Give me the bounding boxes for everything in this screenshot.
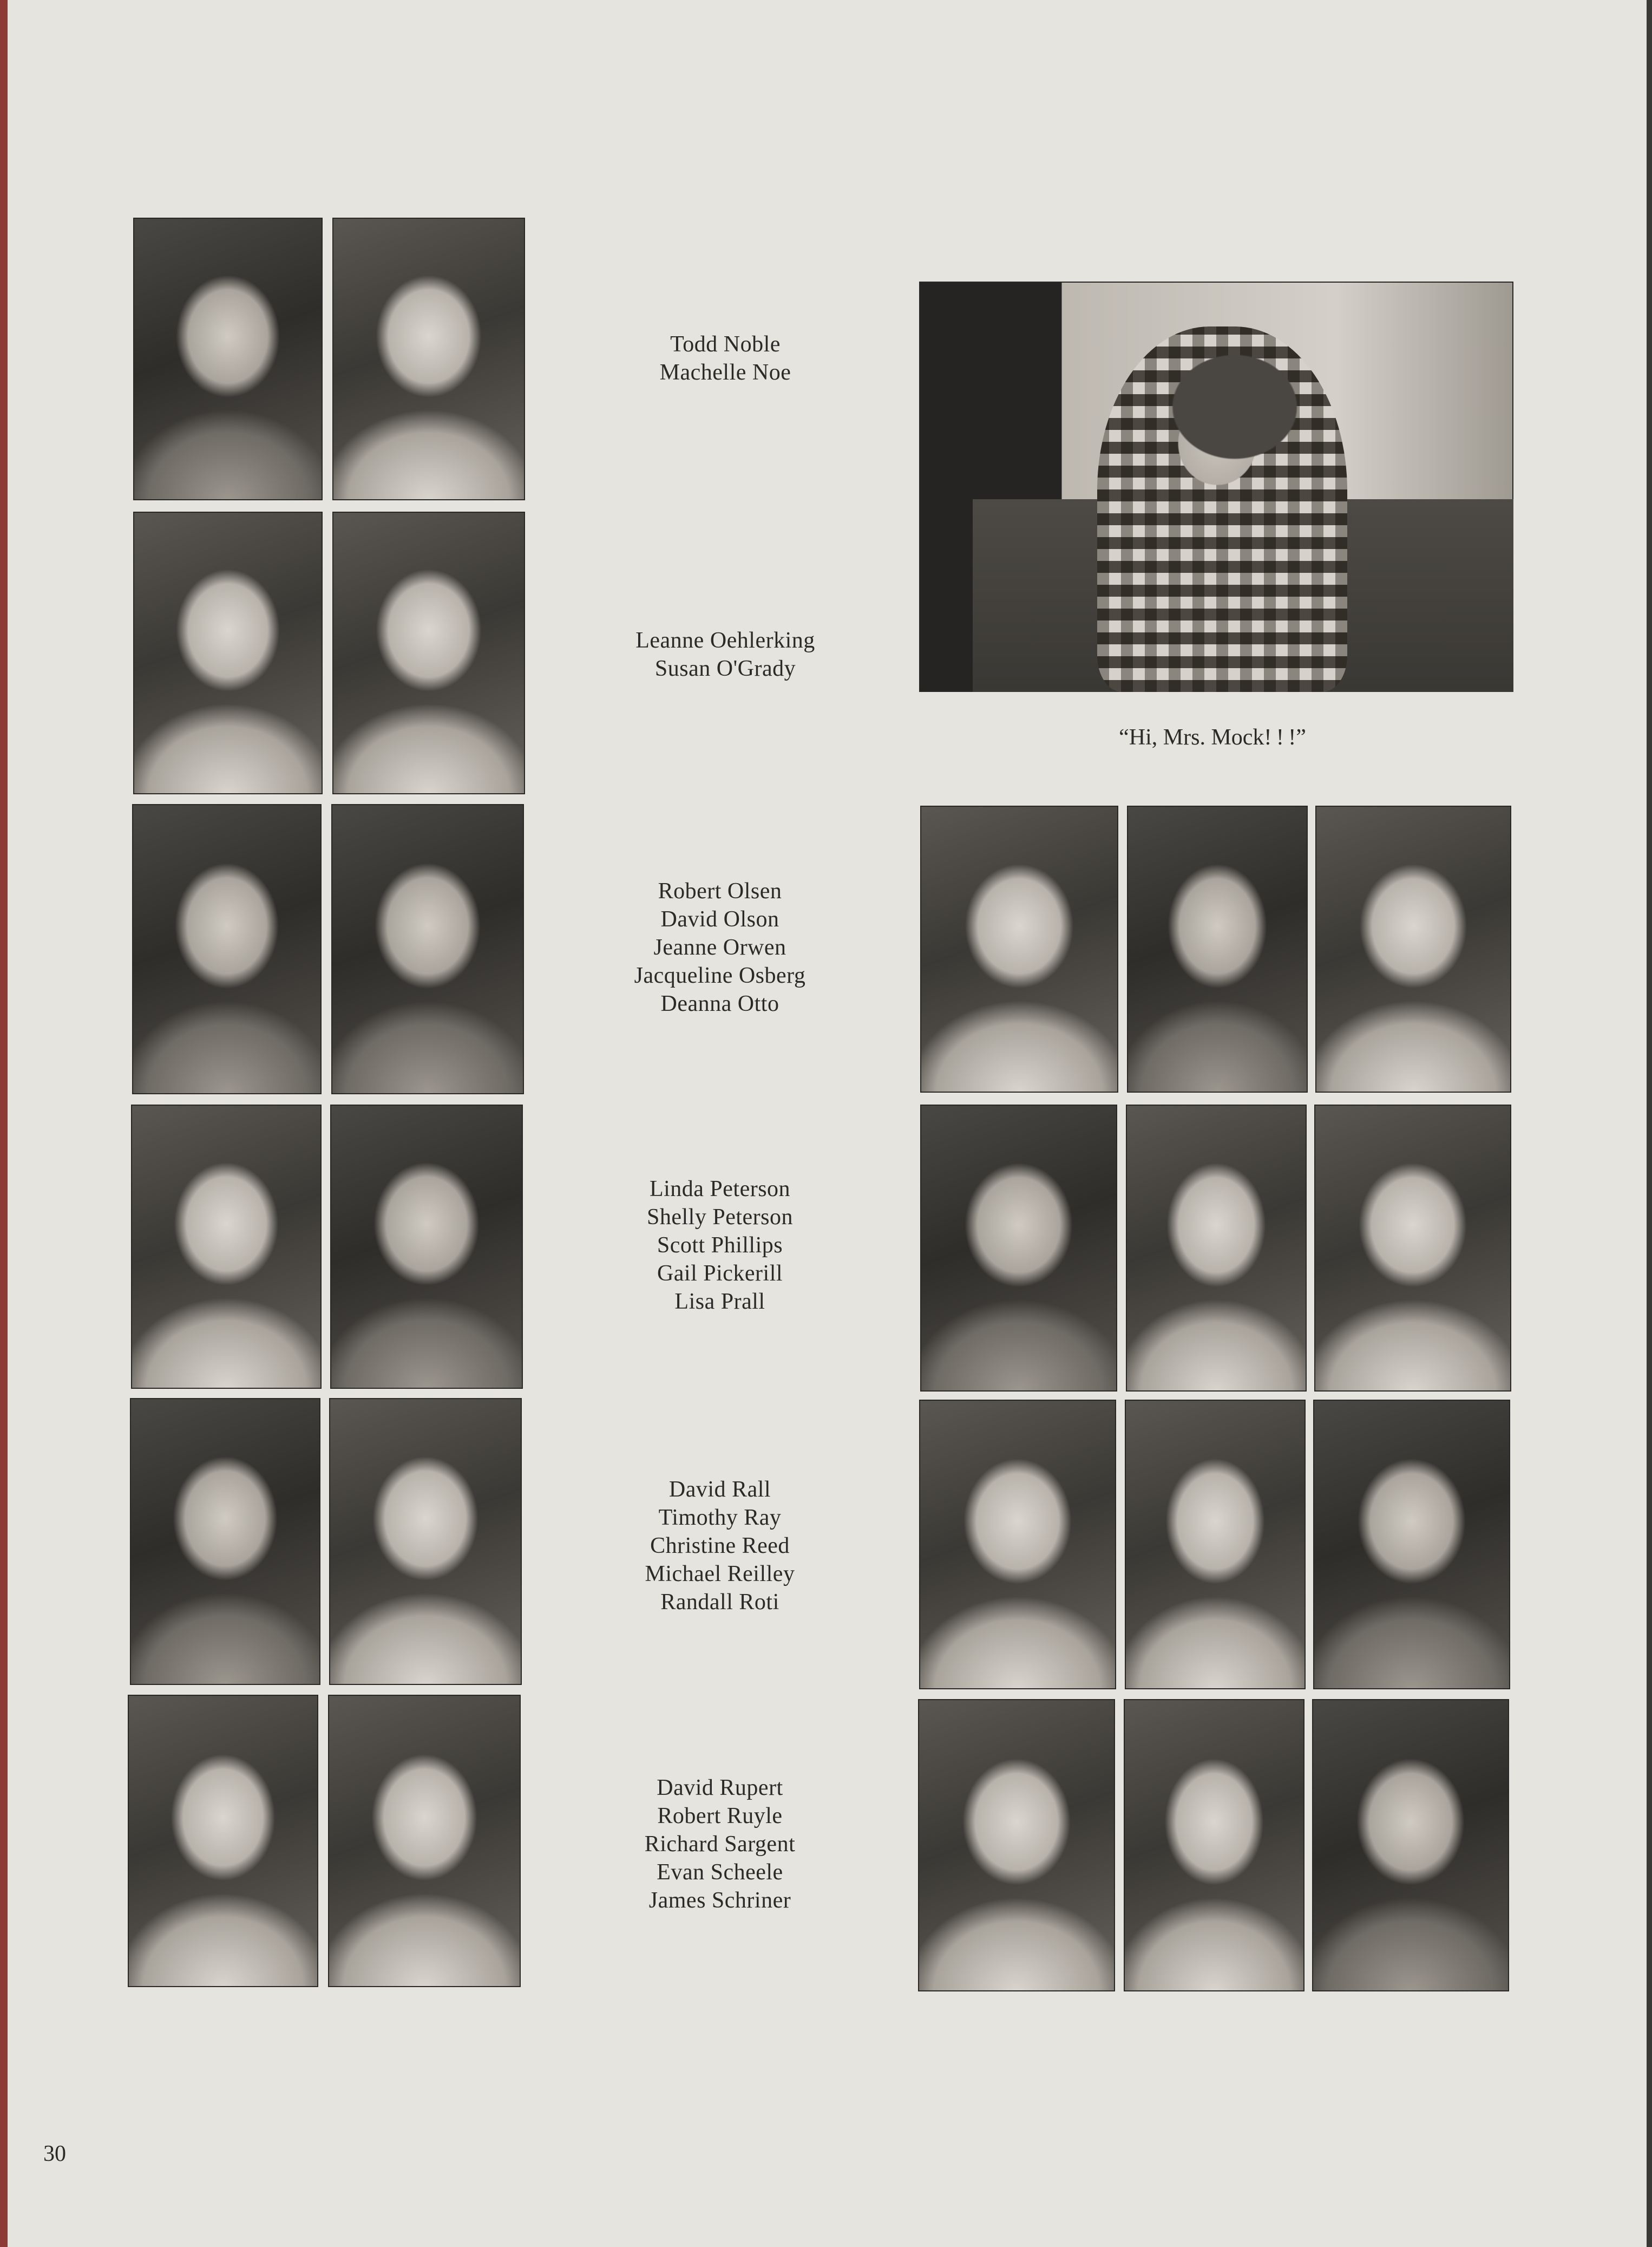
portrait <box>1312 1699 1509 1991</box>
student-name: Robert Ruyle <box>657 1804 783 1828</box>
student-name: Jacqueline Osberg <box>634 963 806 988</box>
name-list-row-2 <box>563 626 888 683</box>
portrait <box>920 806 1118 1093</box>
portrait <box>1125 1400 1306 1689</box>
student-name: Christine Reed <box>650 1533 790 1558</box>
name-list-row-4 <box>558 1175 882 1316</box>
student-name: Richard Sargent <box>644 1832 796 1857</box>
portrait <box>1315 806 1511 1093</box>
page-right-edge <box>1647 0 1652 2247</box>
student-name: Evan Scheele <box>657 1860 783 1885</box>
portrait <box>918 1699 1115 1991</box>
student-name: Robert Olsen <box>658 879 782 904</box>
portrait-machelle-noe <box>332 218 525 500</box>
student-name: Lisa Prall <box>674 1289 765 1314</box>
portrait-shelly-peterson <box>128 1695 318 1987</box>
portrait-leanne-oehlerking <box>133 512 323 794</box>
student-name: Gail Pickerill <box>657 1261 783 1286</box>
portrait-linda-peterson <box>329 1398 522 1685</box>
student-name: Jeanne Orwen <box>653 935 786 960</box>
portrait <box>1124 1699 1304 1991</box>
portrait-david-olson <box>331 804 524 1094</box>
student-name: David Rall <box>668 1477 771 1502</box>
page-number: 30 <box>43 2141 66 2166</box>
student-name: Shelly Peterson <box>647 1205 793 1230</box>
student-name: Michael Reilley <box>645 1562 795 1586</box>
portrait <box>1314 1105 1511 1392</box>
portrait-jeanne-orwen <box>131 1105 322 1389</box>
portrait <box>1126 1105 1307 1392</box>
student-name: Scott Phillips <box>657 1233 783 1258</box>
portrait-deanna-otto <box>130 1398 320 1685</box>
student-name: Leanne Oehlerking <box>635 628 815 653</box>
candid-photo <box>919 282 1513 692</box>
portrait-scott-phillips <box>328 1695 521 1987</box>
student-name: David Rupert <box>657 1775 783 1800</box>
student-name: Todd Noble <box>670 332 781 357</box>
name-list-row-3 <box>558 877 882 1018</box>
portrait <box>920 1105 1117 1392</box>
student-name: Machelle Noe <box>659 360 791 385</box>
page-binding-edge <box>0 0 8 2247</box>
student-name: Randall Roti <box>660 1590 779 1615</box>
portrait-susan-ogrady <box>332 512 525 794</box>
portrait <box>919 1400 1116 1689</box>
student-name: Deanna Otto <box>660 991 779 1016</box>
portrait <box>1313 1400 1510 1689</box>
candid-caption: “Hi, Mrs. Mock! ! !” <box>1119 725 1306 750</box>
student-name: David Olson <box>660 907 779 932</box>
name-list-row-6 <box>558 1774 882 1915</box>
student-name: James Schriner <box>648 1888 791 1913</box>
portrait-robert-olsen <box>132 804 322 1094</box>
student-name: Susan O'Grady <box>654 656 796 681</box>
name-list-row-5 <box>558 1475 882 1616</box>
student-name: Linda Peterson <box>649 1177 791 1201</box>
student-name: Timothy Ray <box>658 1505 782 1530</box>
portrait-todd-noble <box>133 218 323 500</box>
portrait-jacqueline-osberg <box>330 1105 523 1389</box>
name-list-row-1 <box>563 330 888 387</box>
portrait <box>1127 806 1308 1093</box>
